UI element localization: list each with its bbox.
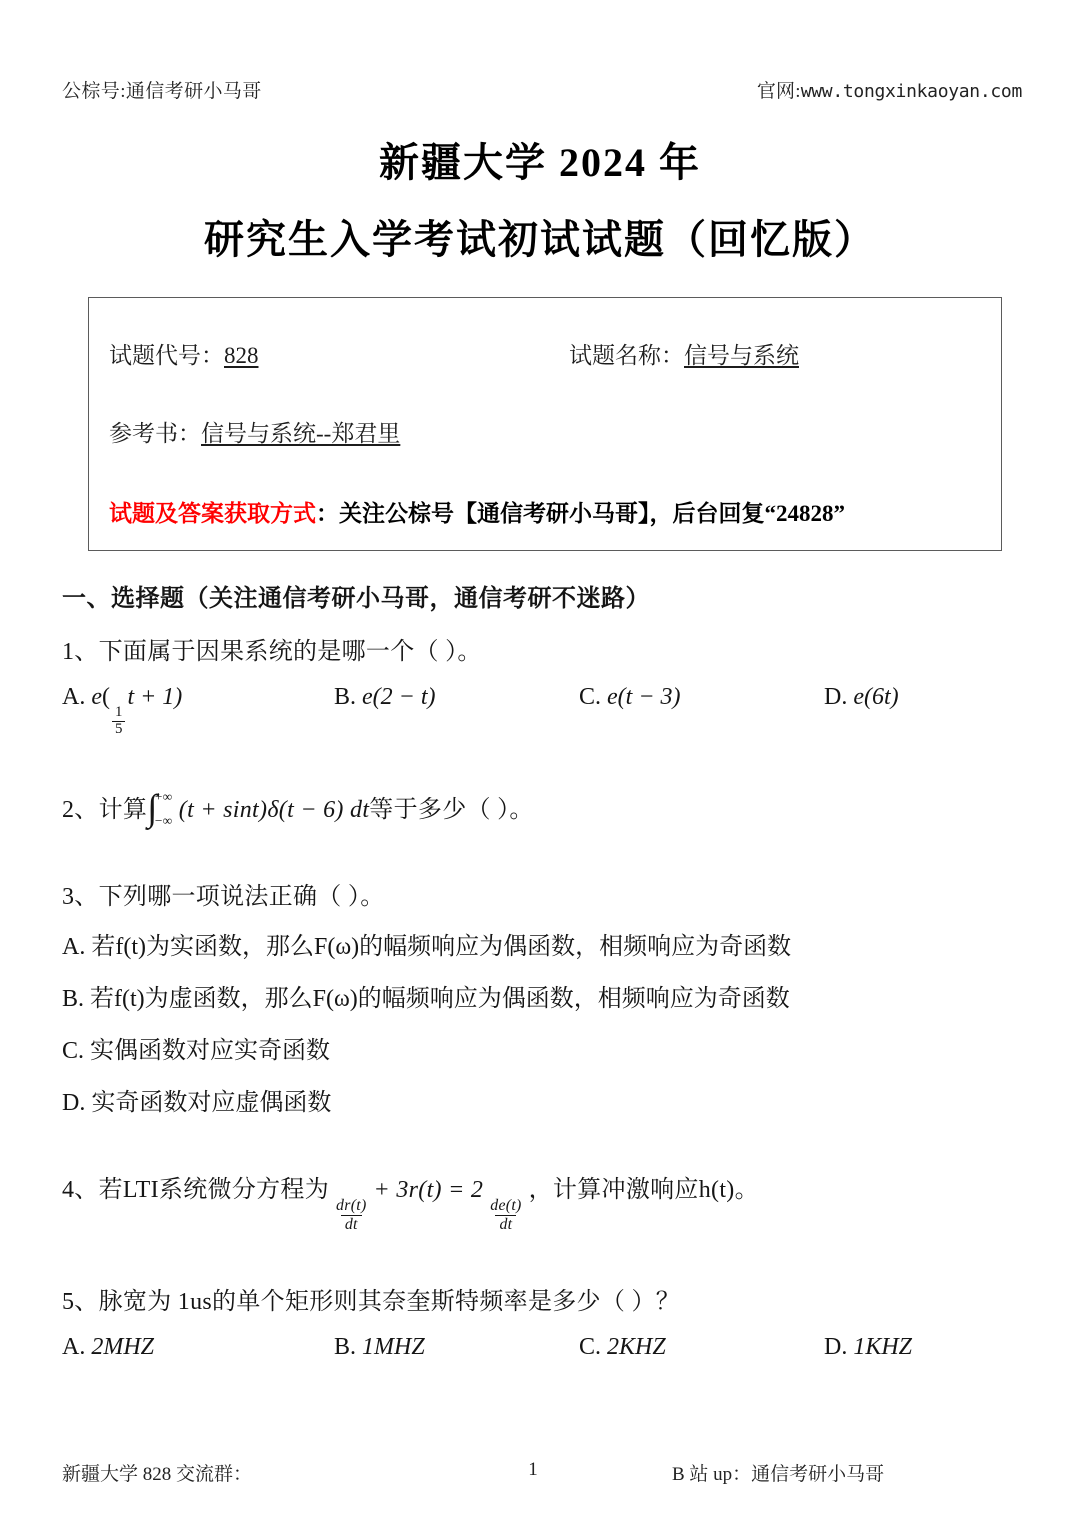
exam-info-box: [88, 297, 1002, 551]
header-website-url: www.tongxinkaoyan.com: [800, 81, 1022, 102]
reference-book-label: 参考书：: [109, 421, 201, 446]
section-heading-choice: 一、选择题（关注通信考研小马哥，通信考研不迷路）: [62, 586, 650, 612]
question-3-option-c-label: C.: [62, 1038, 85, 1065]
page-title-line2: 研究生入学考试初试试题（回忆版）: [204, 217, 876, 262]
exam-name-group: [569, 343, 799, 368]
question-2-text-pre: 计算: [98, 797, 148, 824]
question-4-fraction-2: [486, 1197, 525, 1233]
question-1-option-c-text: e(t − 3): [607, 683, 681, 710]
question-1-option-a-open: (: [102, 683, 110, 710]
exam-code-value: 828: [224, 343, 259, 368]
exam-code-label: 试题代号：: [109, 343, 224, 368]
question-3-option-a-text: 若f(t)为实函数，那么F(ω)的幅频响应为偶函数，相频响应为奇函数: [91, 934, 792, 961]
question-3-text: 下列哪一项说法正确（ ）。: [98, 884, 385, 911]
question-4-text-mid: + 3r(t) = 2: [373, 1177, 484, 1204]
question-1-option-a-denominator: 5: [112, 721, 125, 738]
question-5-option-a-text: 2MHZ: [91, 1334, 155, 1361]
question-1-stem: [62, 635, 1020, 670]
question-2-integrand: (t + sint)δ(t − 6) dt: [178, 797, 370, 824]
header-website: [757, 76, 1022, 103]
question-5-number: 5、: [62, 1289, 99, 1316]
question-5-option-b-text: 1MHZ: [362, 1334, 425, 1361]
question-1-option-a-numerator: 1: [115, 704, 123, 721]
reference-book-value: 信号与系统--郑君里: [201, 421, 401, 446]
integral-symbol: [147, 789, 172, 828]
question-1-option-a: [62, 684, 334, 738]
question-3-option-d: [62, 1085, 1020, 1121]
question-5-option-d: [824, 1334, 912, 1361]
page-title-line1: 新疆大学 2024 年: [379, 140, 701, 185]
question-1-option-b: [334, 684, 579, 738]
question-4-fraction-1: [332, 1197, 371, 1233]
integral-limits: [155, 789, 173, 828]
question-2-stem: [62, 789, 1020, 828]
question-4-fraction-2-denominator: dt: [495, 1215, 516, 1233]
question-1-option-d-label: D.: [824, 683, 848, 710]
question-4-text-pre: 若LTI系统微分方程为: [98, 1177, 330, 1204]
footer-bilibili-up: B 站 up：通信考研小马哥: [672, 1464, 885, 1485]
answer-access-notice-row: [89, 500, 1001, 528]
question-1-option-a-fraction: [112, 705, 125, 737]
question-4-text-post: ，计算冲激响应h(t)。: [528, 1177, 759, 1204]
question-5-option-a: [62, 1334, 334, 1361]
question-1-option-c-label: C.: [579, 683, 602, 710]
question-1-option-d-text: e(6t): [853, 683, 899, 710]
question-5-option-c-text: 2KHZ: [607, 1334, 666, 1361]
question-5-option-d-text: 1KHZ: [853, 1334, 913, 1361]
question-5-option-b-label: B.: [334, 1334, 357, 1361]
question-4-stem: [62, 1173, 1020, 1233]
exam-body: [62, 578, 1020, 1361]
answer-access-notice-rest: ：关注公棕号【通信考研小马哥】，后台回复“24828”: [316, 501, 845, 526]
question-3-option-c: [62, 1033, 1020, 1069]
exam-code-row: [89, 342, 1001, 370]
header-wechat-account: 公棕号:通信考研小马哥: [62, 81, 262, 102]
question-5-option-d-label: D.: [824, 1334, 848, 1361]
question-3-option-b-text: 若f(t)为虚函数，那么F(ω)的幅频响应为偶函数，相频响应为奇函数: [90, 986, 790, 1013]
question-5-option-c-label: C.: [579, 1334, 602, 1361]
question-3-stem: [62, 880, 1020, 915]
question-1-option-d: [824, 684, 899, 738]
integral-lower-limit: −∞: [154, 812, 173, 828]
question-1-option-b-label: B.: [334, 683, 357, 710]
question-3-option-b-label: B.: [62, 986, 85, 1013]
question-3-option-a-label: A.: [62, 934, 86, 961]
exam-code-group: [109, 342, 569, 370]
header-website-label: 官网:: [756, 81, 801, 102]
footer-qq-group: 新疆大学 828 交流群：: [62, 1464, 253, 1485]
question-2-text-post: 等于多少（ ）。: [369, 797, 534, 824]
question-5-option-b: [334, 1334, 579, 1361]
question-4-fraction-1-denominator: dt: [341, 1215, 362, 1233]
question-1-option-c: [579, 684, 824, 738]
question-1-option-a-tail: t + 1): [127, 683, 183, 710]
question-1-number: 1、: [62, 639, 99, 665]
question-5-option-a-label: A.: [62, 1334, 86, 1361]
question-5-text: 脉宽为 1us的单个矩形则其奈奎斯特频率是多少（ ）？: [98, 1289, 681, 1316]
running-header: [62, 76, 1022, 103]
exam-name-value: 信号与系统: [684, 343, 799, 368]
question-4-number: 4、: [62, 1177, 99, 1204]
integral-glyph: ∫: [147, 788, 158, 830]
footer-page-number: 1: [528, 1459, 538, 1480]
question-3-option-a: [62, 929, 1020, 965]
question-3-option-c-text: 实偶函数对应实奇函数: [90, 1038, 331, 1065]
question-3-number: 3、: [62, 884, 99, 911]
question-2-number: 2、: [62, 797, 99, 824]
question-1-option-a-fn: e: [91, 683, 102, 710]
question-3-option-b: [62, 981, 1020, 1017]
question-4-fraction-2-numerator: de(t): [490, 1197, 522, 1215]
question-5-option-c: [579, 1334, 824, 1361]
integral-upper-limit: +∞: [154, 789, 173, 805]
question-4-fraction-1-numerator: dr(t): [336, 1197, 367, 1215]
question-5-stem: [62, 1285, 1020, 1320]
question-5-options: [62, 1334, 1020, 1361]
question-1-option-a-label: A.: [62, 683, 86, 710]
question-1-option-b-text: e(2 − t): [362, 683, 436, 710]
question-3-option-d-text: 实奇函数对应虚偶函数: [91, 1090, 332, 1117]
question-3-option-d-label: D.: [62, 1090, 86, 1117]
reference-book-row: [89, 420, 1001, 448]
question-1-options: [62, 684, 1020, 738]
exam-name-label: 试题名称：: [569, 343, 684, 368]
question-1-text: 下面属于因果系统的是哪一个（ ）。: [98, 639, 482, 665]
answer-access-notice-key: 试题及答案获取方式: [109, 501, 316, 526]
